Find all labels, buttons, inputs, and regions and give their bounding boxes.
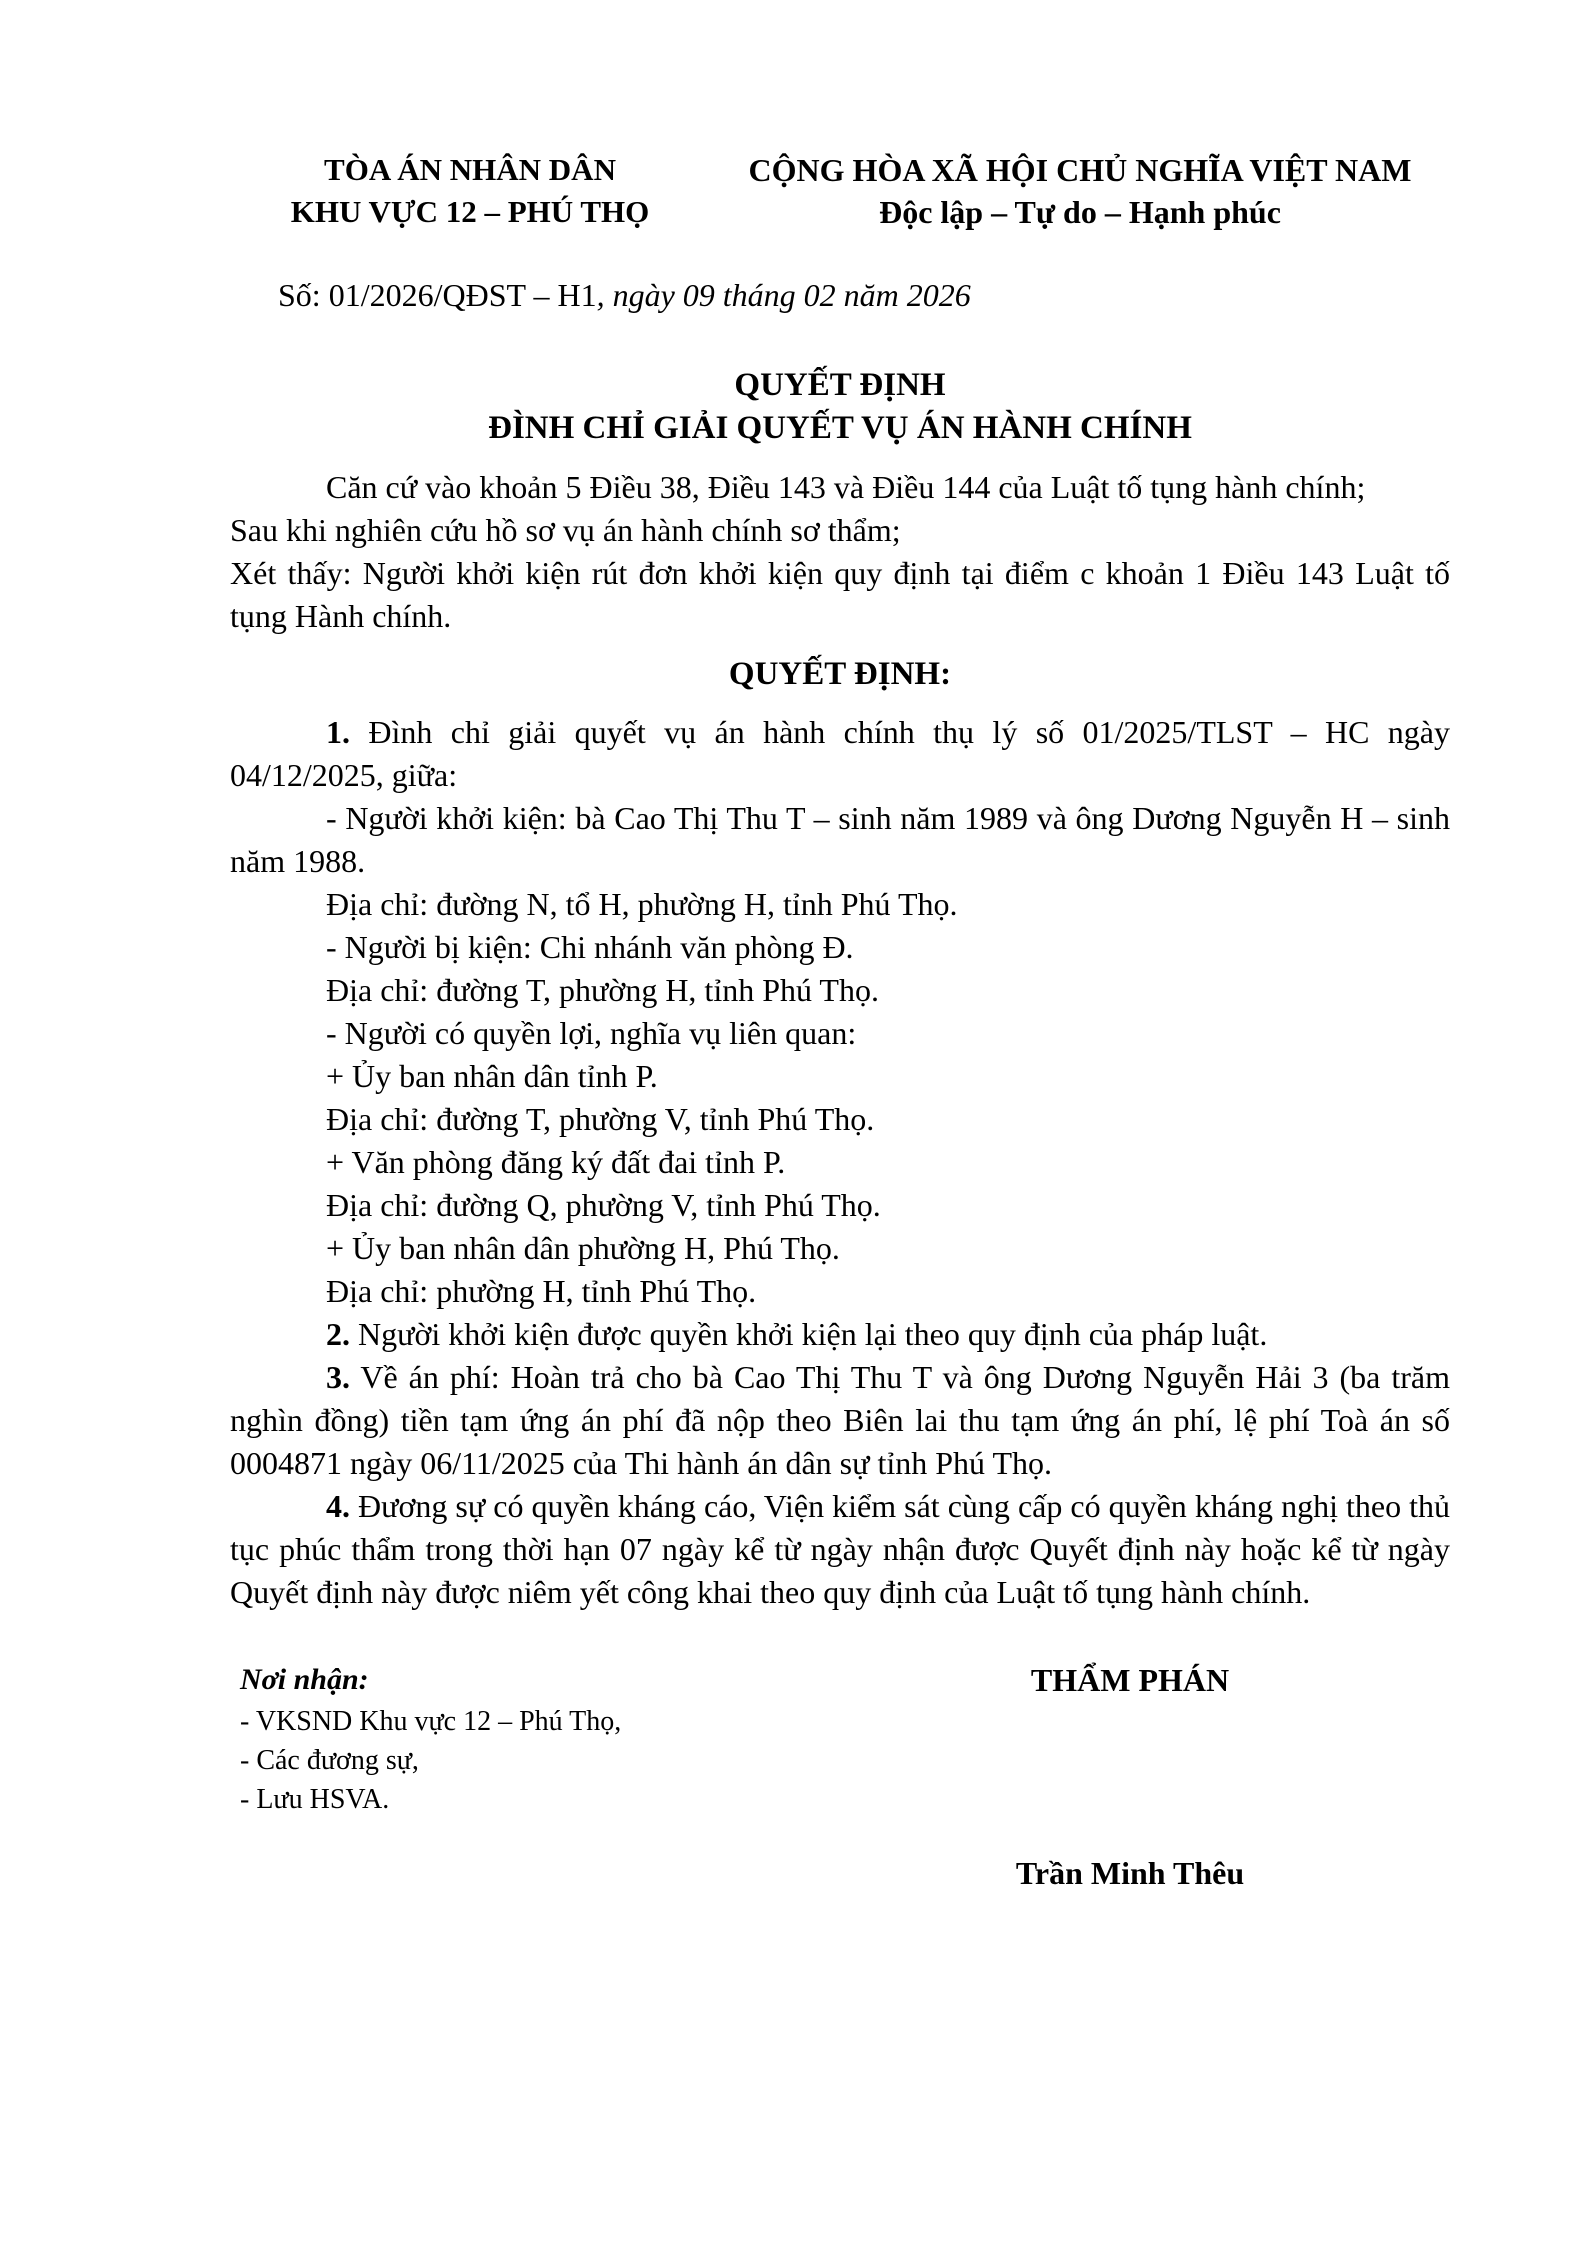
decision-paragraph: - Người khởi kiện: bà Cao Thị Thu T – sinh năm 1989 và ông Dương Nguyễn H – sinh năm 1988.	[230, 800, 1450, 879]
recipients-block	[230, 1658, 870, 1895]
decision-paragraph: Địa chỉ: phường H, tỉnh Phú Thọ.	[326, 1273, 757, 1309]
decision-paragraph: + Văn phòng đăng ký đất đai tỉnh P.	[326, 1144, 786, 1180]
decision-items-section	[230, 711, 1450, 1614]
preamble-paragraph: Xét thấy: Người khởi kiện rút đơn khởi kiện quy định tại điểm c khoản 1 Điều 143 Luật tố tụng Hành chính.	[230, 555, 1450, 634]
decision-paragraph: - Người bị kiện: Chi nhánh văn phòng Đ.	[326, 929, 854, 965]
item-number: 1.	[326, 714, 350, 750]
document-header	[230, 149, 1450, 233]
preamble-paragraph: Căn cứ vào khoản 5 Điều 38, Điều 143 và Điều 144 của Luật tố tụng hành chính;	[326, 469, 1366, 505]
decision-paragraph: Địa chỉ: đường T, phường V, tỉnh Phú Thọ.	[326, 1101, 875, 1137]
national-header-block	[710, 149, 1450, 233]
decision-paragraph: Địa chỉ: đường N, tổ H, phường H, tỉnh Phú Thọ.	[326, 886, 958, 922]
judge-title: THẨM PHÁN	[1030, 1662, 1230, 1698]
document-content	[230, 149, 1450, 1895]
court-name-line2: KHU VỰC 12 – PHÚ THỌ	[290, 194, 650, 229]
title-line1: QUYẾT ĐỊNH	[734, 367, 946, 403]
recipient-item: - VKSND Khu vực 12 – Phú Thọ,	[240, 1706, 622, 1737]
recipient-item: - Các đương sự,	[240, 1745, 419, 1776]
judge-name: Trần Minh Thêu	[1015, 1855, 1245, 1891]
decision-paragraph: 2. Người khởi kiện được quyền khởi kiện lại theo quy định của pháp luật.	[326, 1316, 1268, 1352]
preamble-paragraph: Sau khi nghiên cứu hồ sơ vụ án hành chính sơ thẩm;	[230, 512, 901, 548]
item-number: 3.	[326, 1359, 350, 1395]
decision-paragraph: Địa chỉ: đường T, phường H, tỉnh Phú Thọ.	[326, 972, 879, 1008]
recipient-item: - Lưu HSVA.	[240, 1784, 390, 1815]
decision-paragraph: 4. Đương sự có quyền kháng cáo, Viện kiểm sát cùng cấp có quyền kháng nghị theo thủ tục phúc thẩm trong thời hạn 07 ngày kể từ ngày nhận được Quyết định này hoặc kể từ ngày Quyết định này được niêm yết công khai theo quy định của Luật tố tụng hành chính.	[230, 1488, 1450, 1610]
decision-paragraph: - Người có quyền lợi, nghĩa vụ liên quan:	[326, 1015, 857, 1051]
document-number: Số: 01/2026/QĐST – H1	[278, 277, 597, 313]
document-title	[230, 364, 1450, 450]
decision-paragraph: 3. Về án phí: Hoàn trả cho bà Cao Thị Thu T và ông Dương Nguyễn Hải 3 (ba trăm nghìn đồng) tiền tạm ứng án phí đã nộp theo Biên lai thu tạm ứng án phí, lệ phí Toà án số 0004871 ngày 06/11/2025 của Thi hành án dân sự tỉnh Phú Thọ.	[230, 1359, 1450, 1481]
item-number: 2.	[326, 1316, 350, 1352]
national-name-line: CỘNG HÒA XÃ HỘI CHỦ NGHĨA VIỆT NAM	[748, 152, 1412, 188]
decision-paragraph: + Ủy ban nhân dân phường H, Phú Thọ.	[326, 1230, 840, 1266]
court-name-line1: TÒA ÁN NHÂN DÂN	[324, 152, 616, 187]
recipients-list	[240, 1702, 870, 1819]
decision-paragraph: Địa chỉ: đường Q, phường V, tỉnh Phú Thọ.	[326, 1187, 881, 1223]
preamble-section	[230, 466, 1450, 638]
document-date: , ngày 09 tháng 02 năm 2026	[596, 277, 971, 313]
item-number: 4.	[326, 1488, 350, 1524]
decision-paragraph: 1. Đình chỉ giải quyết vụ án hành chính thụ lý số 01/2025/TLST – HC ngày 04/12/2025, giữa:	[230, 714, 1450, 793]
title-line2: ĐÌNH CHỈ GIẢI QUYẾT VỤ ÁN HÀNH CHÍNH	[488, 410, 1192, 446]
decision-paragraph: + Ủy ban nhân dân tỉnh P.	[326, 1058, 658, 1094]
signature-block	[870, 1658, 1390, 1895]
national-motto-line: Độc lập – Tự do – Hạnh phúc	[879, 194, 1281, 230]
recipients-title: Nơi nhận:	[240, 1663, 369, 1696]
document-footer	[230, 1658, 1450, 1895]
court-name-block	[230, 149, 710, 233]
decision-heading: QUYẾT ĐỊNH:	[728, 656, 952, 692]
document-number-line	[230, 274, 1450, 317]
